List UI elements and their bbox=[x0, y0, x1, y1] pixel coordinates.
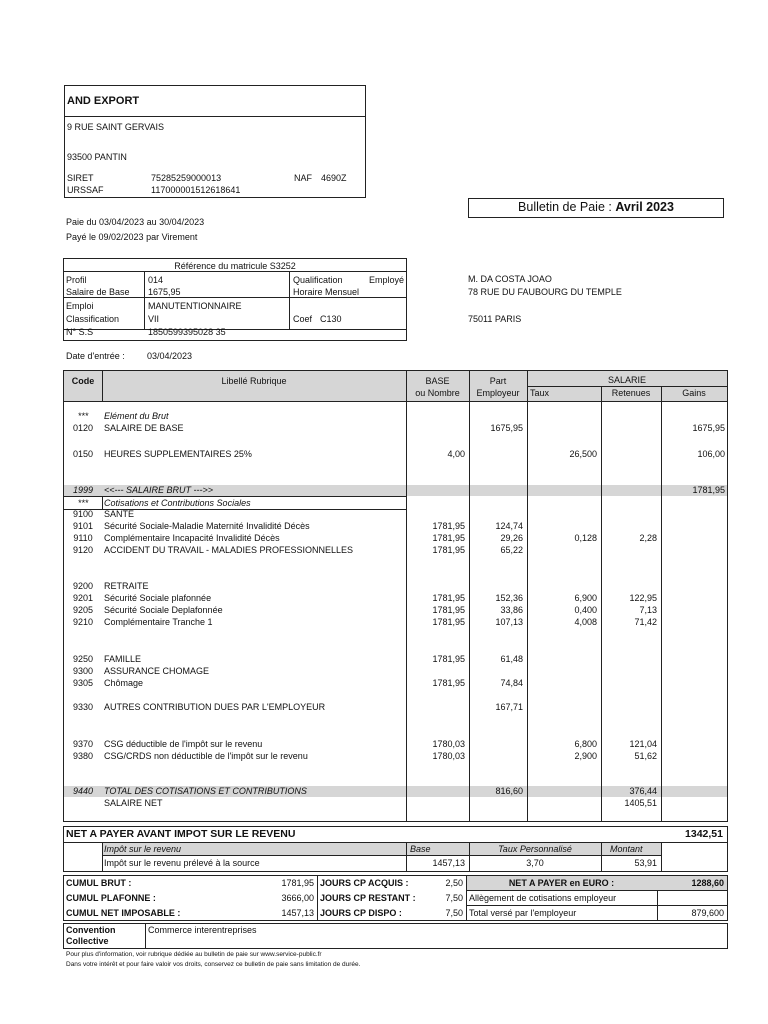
line-base: 1781,95 bbox=[432, 605, 465, 615]
col-base-header-2: ou Nombre bbox=[415, 388, 460, 398]
company-address-1: 9 RUE SAINT GERVAIS bbox=[67, 122, 165, 132]
emploi-label: Emploi bbox=[66, 301, 94, 311]
line-taux: 0,128 bbox=[574, 533, 597, 543]
cumul-brut-label: CUMUL BRUT : bbox=[66, 878, 132, 888]
cumul-imposable-value: 1457,13 bbox=[281, 908, 314, 918]
naf-value: 4690Z bbox=[321, 173, 347, 183]
company-box bbox=[64, 85, 366, 198]
profil-value: 014 bbox=[148, 275, 164, 285]
line-taux: 0,400 bbox=[574, 605, 597, 615]
line-label: Sécurité Sociale-Maladie Maternité Invalidité Décès bbox=[104, 521, 310, 531]
cp-acquis-value: 2,50 bbox=[445, 878, 463, 888]
col-part-header: Part bbox=[489, 376, 507, 386]
pay-period: Paie du 03/04/2023 au 30/04/2023 bbox=[66, 217, 205, 227]
line-label: AUTRES CONTRIBUTION DUES PAR L'EMPLOYEUR bbox=[104, 702, 326, 712]
emploi-value: MANUTENTIONNAIRE bbox=[148, 301, 242, 311]
net-euro-value: 1288,60 bbox=[691, 878, 724, 888]
line-code: 9330 bbox=[72, 702, 94, 712]
line-label: TOTAL DES COTISATIONS ET CONTRIBUTIONS bbox=[104, 786, 307, 796]
line-part: 29,26 bbox=[500, 533, 523, 543]
cumul-plafonne-value: 3666,00 bbox=[281, 893, 314, 903]
coef-value: C130 bbox=[320, 314, 342, 324]
footer-note-2: Dans votre intérêt et pour faire valoir vos droits, conservez ce bulletin de paie sans limitation de durée. bbox=[66, 961, 361, 968]
line-code: 9440 bbox=[72, 786, 94, 796]
ss-label: N° S.S bbox=[66, 327, 94, 337]
line-part: 124,74 bbox=[495, 521, 523, 531]
line-taux: 2,900 bbox=[574, 751, 597, 761]
line-taux: 6,800 bbox=[574, 739, 597, 749]
urssaf-value: 117000001512618641 bbox=[151, 185, 241, 195]
line-base: 1781,95 bbox=[432, 533, 465, 543]
total-verse-value: 879,600 bbox=[691, 908, 724, 918]
line-code: 9300 bbox=[72, 666, 94, 676]
line-code: 9110 bbox=[73, 533, 93, 543]
line-code: 9380 bbox=[72, 751, 94, 761]
bulletin-period: Avril 2023 bbox=[615, 200, 674, 214]
col-libelle-header: Libellé Rubrique bbox=[221, 376, 287, 386]
ss-value: 1850599395028 35 bbox=[148, 327, 226, 337]
reference-box bbox=[63, 258, 407, 341]
line-base: 1780,03 bbox=[432, 739, 465, 749]
net-before-tax-box bbox=[63, 826, 728, 872]
line-code: 9205 bbox=[72, 605, 94, 615]
cp-restant-label: JOURS CP RESTANT : bbox=[320, 893, 416, 903]
line-label: SALAIRE DE BASE bbox=[104, 423, 184, 433]
bulletin-prefix: Bulletin de Paie : bbox=[518, 200, 612, 214]
line-ret: 7,13 bbox=[639, 605, 657, 615]
total-verse-label: Total versé par l'employeur bbox=[469, 908, 577, 918]
impot-header-label: Impôt sur le revenu bbox=[104, 844, 182, 854]
line-part: 167,71 bbox=[495, 702, 523, 712]
col-code-header: Code bbox=[71, 376, 95, 386]
salaire-base-value: 1675,95 bbox=[148, 287, 181, 297]
line-label: Complémentaire Incapacité Invalidité Décès bbox=[104, 533, 280, 543]
line-label: Complémentaire Tranche 1 bbox=[104, 617, 213, 627]
col-salarie-header: SALARIE bbox=[607, 375, 647, 385]
col-retenues-header: Retenues bbox=[611, 388, 651, 398]
line-taux: 26,500 bbox=[569, 449, 597, 459]
company-name: AND EXPORT bbox=[67, 95, 140, 107]
matricule-header: Référence du matricule S3252 bbox=[174, 261, 296, 271]
line-code: *** bbox=[77, 411, 89, 421]
bulletin-title-box bbox=[468, 198, 724, 218]
cumul-imposable-label: CUMUL NET IMPOSABLE : bbox=[66, 908, 181, 918]
line-part: 1675,95 bbox=[490, 423, 523, 433]
line-label: ASSURANCE CHOMAGE bbox=[104, 666, 210, 676]
line-code: 9101 bbox=[72, 521, 94, 531]
line-gains: 106,00 bbox=[697, 449, 725, 459]
date-entree-value: 03/04/2023 bbox=[147, 351, 193, 361]
line-base: 1781,95 bbox=[432, 678, 465, 688]
allegement-label: Allègement de cotisations employeur bbox=[469, 893, 617, 903]
line-code: 0150 bbox=[72, 449, 94, 459]
qualification-label: Qualification bbox=[293, 275, 343, 285]
line-code: 9201 bbox=[72, 593, 94, 603]
cp-acquis-label: JOURS CP ACQUIS : bbox=[320, 878, 409, 888]
impot-row-label: Impôt sur le revenu prélevé à la source bbox=[104, 858, 260, 868]
horaire-label: Horaire Mensuel bbox=[293, 287, 360, 297]
line-ret: 51,62 bbox=[634, 751, 657, 761]
net-avant-impot-label: NET A PAYER AVANT IMPOT SUR LE REVENU bbox=[66, 828, 296, 840]
line-part: 65,22 bbox=[500, 545, 523, 555]
line-part: 33,86 bbox=[500, 605, 523, 615]
line-base: 1780,03 bbox=[432, 751, 465, 761]
line-label: <<--- SALAIRE BRUT --->> bbox=[104, 485, 214, 495]
line-base: 1781,95 bbox=[432, 617, 465, 627]
profil-label: Profil bbox=[66, 275, 87, 285]
convention-label-1: Convention bbox=[66, 925, 116, 935]
naf-label: NAF bbox=[294, 173, 312, 183]
line-code: 9200 bbox=[72, 581, 94, 591]
line-code: 9305 bbox=[72, 678, 94, 688]
cumul-brut-value: 1781,95 bbox=[281, 878, 314, 888]
line-code: 9250 bbox=[72, 654, 94, 664]
line-ret: 1405,51 bbox=[624, 798, 657, 808]
company-address-2: 93500 PANTIN bbox=[67, 152, 127, 162]
net-euro-label: NET A PAYER en EURO : bbox=[508, 878, 615, 888]
convention-box bbox=[63, 923, 728, 949]
line-ret: 2,28 bbox=[639, 533, 657, 543]
line-label: SANTE bbox=[104, 509, 135, 519]
line-label: Chômage bbox=[104, 678, 144, 688]
line-label: Cotisations et Contributions Sociales bbox=[104, 498, 251, 508]
classification-value: VII bbox=[148, 314, 160, 324]
line-ret: 122,95 bbox=[629, 593, 657, 603]
line-part: 816,60 bbox=[495, 786, 523, 796]
line-part: 152,36 bbox=[495, 593, 523, 603]
line-gains: 1781,95 bbox=[692, 485, 725, 495]
line-code: 9100 bbox=[72, 509, 94, 519]
cumul-plafonne-label: CUMUL PLAFONNE : bbox=[66, 893, 156, 903]
impot-header-montant: Montant bbox=[610, 844, 643, 854]
payslip-table bbox=[63, 370, 728, 822]
impot-taux: 3,70 bbox=[526, 858, 544, 868]
line-ret: 376,44 bbox=[629, 786, 657, 796]
line-gains: 1675,95 bbox=[692, 423, 725, 433]
col-taux-header: Taux bbox=[530, 388, 550, 398]
line-code: *** bbox=[77, 498, 89, 508]
urssaf-label: URSSAF bbox=[67, 185, 104, 195]
employee-name: M. DA COSTA JOAO bbox=[468, 274, 552, 284]
line-part: 61,48 bbox=[500, 654, 523, 664]
line-label: RETRAITE bbox=[104, 581, 149, 591]
line-label: Elément du Brut bbox=[104, 411, 169, 421]
line-base: 1781,95 bbox=[432, 521, 465, 531]
impot-montant: 53,91 bbox=[634, 858, 657, 868]
line-label: Sécurité Sociale Deplafonnée bbox=[104, 605, 223, 615]
salaire-base-label: Salaire de Base bbox=[66, 287, 130, 297]
col-gains-header: Gains bbox=[682, 388, 706, 398]
line-ret: 121,04 bbox=[629, 739, 657, 749]
convention-value: Commerce interentreprises bbox=[148, 925, 257, 935]
impot-base: 1457,13 bbox=[432, 858, 465, 868]
cp-dispo-label: JOURS CP DISPO : bbox=[320, 908, 402, 918]
line-code: 9370 bbox=[72, 739, 94, 749]
cumuls-box bbox=[63, 875, 728, 921]
line-part: 107,13 bbox=[495, 617, 523, 627]
line-code: 0120 bbox=[72, 423, 94, 433]
cp-dispo-value: 7,50 bbox=[445, 908, 463, 918]
qualification-value: Employé bbox=[369, 275, 405, 285]
line-label: CSG/CRDS non déductible de l'impôt sur le revenu bbox=[104, 751, 308, 761]
impot-header-base: Base bbox=[410, 844, 431, 854]
line-code: 9120 bbox=[72, 545, 94, 555]
siret-label: SIRET bbox=[67, 173, 94, 183]
line-label: CSG déductible de l'impôt sur le revenu bbox=[104, 739, 263, 749]
line-taux: 4,008 bbox=[574, 617, 597, 627]
convention-label-2: Collective bbox=[66, 936, 109, 946]
line-label: Sécurité Sociale plafonnée bbox=[104, 593, 212, 603]
payment-date: Payé le 09/02/2023 par Virement bbox=[66, 232, 198, 242]
col-part-header-2: Employeur bbox=[476, 388, 520, 398]
line-label: SALAIRE NET bbox=[104, 798, 163, 808]
net-avant-impot-value: 1342,51 bbox=[685, 828, 723, 840]
line-base: 4,00 bbox=[447, 449, 465, 459]
line-label: FAMILLE bbox=[104, 654, 142, 664]
coef-label: Coef bbox=[293, 314, 313, 324]
line-label: HEURES SUPPLEMENTAIRES 25% bbox=[104, 449, 252, 459]
line-taux: 6,900 bbox=[574, 593, 597, 603]
line-code: 9210 bbox=[72, 617, 94, 627]
line-label: ACCIDENT DU TRAVAIL - MALADIES PROFESSIONNELLES bbox=[104, 545, 354, 555]
employee-address-1: 78 RUE DU FAUBOURG DU TEMPLE bbox=[468, 287, 622, 297]
line-base: 1781,95 bbox=[432, 654, 465, 664]
impot-header-taux: Taux Personnalisé bbox=[498, 844, 572, 854]
line-part: 74,84 bbox=[500, 678, 523, 688]
footer-note-1: Pour plus d'information, voir rubrique dédiée au bulletin de paie sur www.service-public.fr bbox=[66, 951, 322, 958]
classification-label: Classification bbox=[66, 314, 120, 324]
col-base-header: BASE bbox=[425, 376, 450, 386]
siret-value: 75285259000013 bbox=[151, 173, 222, 183]
cp-restant-value: 7,50 bbox=[445, 893, 463, 903]
line-base: 1781,95 bbox=[432, 593, 465, 603]
date-entree-label: Date d'entrée : bbox=[66, 351, 125, 361]
employee-address-2: 75011 PARIS bbox=[468, 314, 522, 324]
line-ret: 71,42 bbox=[634, 617, 657, 627]
line-base: 1781,95 bbox=[432, 545, 465, 555]
line-code: 1999 bbox=[72, 485, 94, 495]
